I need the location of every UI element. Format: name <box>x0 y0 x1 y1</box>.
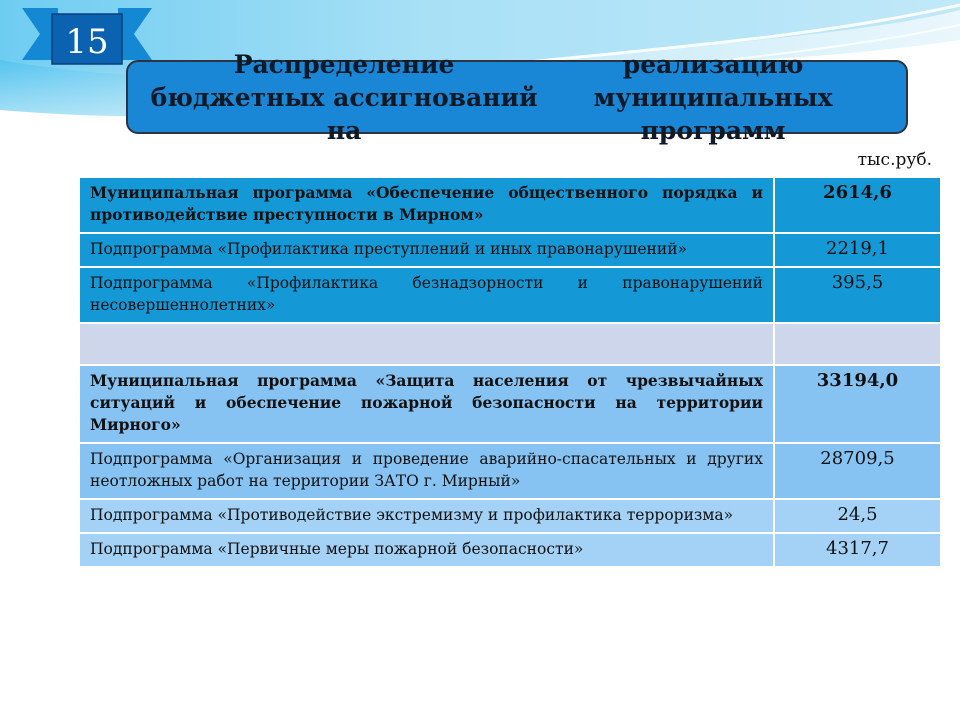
subprogram-name: Подпрограмма «Первичные меры пожарной безопасности» <box>79 533 774 567</box>
subprogram-value: 395,5 <box>774 267 941 323</box>
units-label: тыс.руб. <box>857 150 932 170</box>
title-line-1: Распределение бюджетных ассигнований на <box>150 49 538 145</box>
table-row <box>79 233 941 267</box>
subprogram-name: Подпрограмма «Профилактика безнадзорности и правонарушений несовершеннолетних» <box>79 267 774 323</box>
program-value: 2614,6 <box>774 177 941 233</box>
empty-cell <box>79 323 774 365</box>
subprogram-value: 4317,7 <box>774 533 941 567</box>
subprogram-name: Подпрограмма «Организация и проведение аварийно-спасательных и других неотложных работ на территории ЗАТО г. Мирный» <box>79 443 774 499</box>
subprogram-value: 24,5 <box>774 499 941 533</box>
program-name: Муниципальная программа «Обеспечение общественного порядка и противодействие преступности в Мирном» <box>79 177 774 233</box>
empty-cell <box>774 323 941 365</box>
subprogram-value: 28709,5 <box>774 443 941 499</box>
subprogram-name: Подпрограмма «Противодействие экстремизму и профилактика терроризма» <box>79 499 774 533</box>
title-line-2: реализацию муниципальных программ <box>593 49 833 145</box>
subprogram-name: Подпрограмма «Профилактика преступлений и иных правонарушений» <box>79 233 774 267</box>
table-row <box>79 443 941 499</box>
subprogram-value: 2219,1 <box>774 233 941 267</box>
program-value: 33194,0 <box>774 365 941 443</box>
slide-number: 15 <box>65 22 109 62</box>
table-row <box>79 533 941 567</box>
table-row <box>79 365 941 443</box>
page-title <box>126 49 908 145</box>
table-row-empty <box>79 323 941 365</box>
table-row <box>79 499 941 533</box>
program-name: Муниципальная программа «Защита населения от чрезвычайных ситуаций и обеспечение пожарной безопасности на территории Мирного» <box>79 365 774 443</box>
budget-table <box>78 176 942 568</box>
table-row <box>79 267 941 323</box>
table-row <box>79 177 941 233</box>
